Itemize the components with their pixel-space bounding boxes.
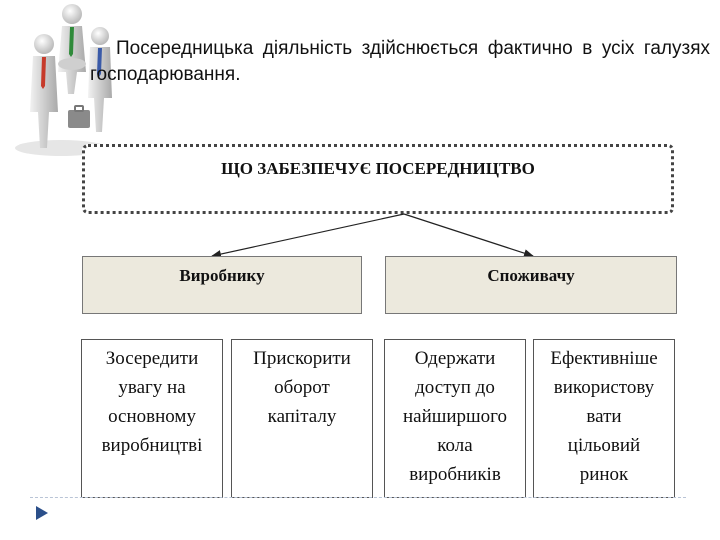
category-consumer: [385, 256, 677, 314]
benefit-box-access: Одержати доступ до найширшого кола виробників: [384, 339, 526, 498]
category-consumer-label: Споживачу: [487, 266, 575, 285]
footer-divider: [30, 497, 686, 498]
nav-triangle-icon[interactable]: [36, 506, 48, 520]
benefit-box-focus: Зосередити увагу на основному виробництві: [81, 339, 223, 498]
benefit-box-market: Ефективніше використову вати цільовий ринок: [533, 339, 675, 498]
main-heading-box: [82, 144, 674, 214]
benefit-box-capital: Прискорити оборот капіталу: [231, 339, 373, 498]
category-producer-label: Виробнику: [179, 266, 265, 285]
arrow-to-consumer: [404, 214, 533, 256]
main-heading-title: ЩО ЗАБЕЗПЕЧУЄ ПОСЕРЕДНИЦТВО: [221, 159, 535, 178]
intro-paragraph: Посередницька діяльність здійснюється фактично в усіх галузях господарювання.: [90, 38, 710, 85]
category-producer: [82, 256, 362, 314]
arrow-to-producer: [212, 214, 404, 256]
